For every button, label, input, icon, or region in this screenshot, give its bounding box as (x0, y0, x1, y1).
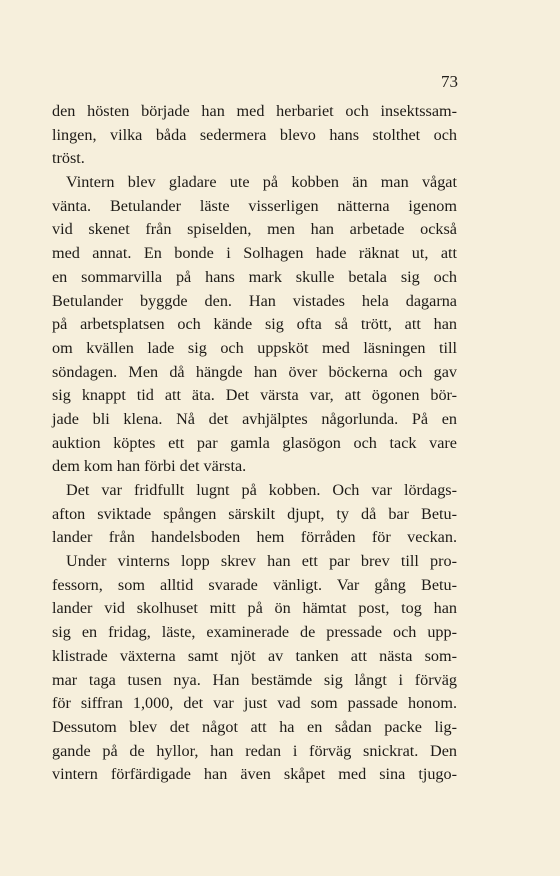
text-line: gande på de hyllor, han redan i förväg snickrat. Den (52, 741, 457, 760)
text-line: auktion köptes ett par gamla glasögon och tack vare (52, 433, 457, 452)
text-line: en sommarvilla på hans mark skulle betala sig och (52, 267, 457, 286)
text-line: mar taga tusen nya. Han bestämde sig långt i förväg (52, 670, 457, 689)
text-line: söndagen. Men då hängde han över böckerna och gav (52, 362, 457, 381)
text-line: vänta. Betulander läste visserligen nätterna igenom (52, 196, 457, 215)
text-line: vintern förfärdigade han även skåpet med sina tjugo- (52, 765, 457, 784)
text-line: fessorn, som alltid svarade vänligt. Var gång Betu- (52, 575, 457, 594)
text-line: vid skenet från spiselden, men han arbetade också (52, 220, 457, 239)
text-line: Vintern blev gladare ute på kobben än man vågat (66, 173, 457, 192)
text-line: lander vid skolhuset mitt på ön hämtat post, tog han (52, 599, 457, 618)
text-line: den hösten började han med herbariet och insektssam- (52, 102, 457, 120)
text-line: med annat. En bonde i Solhagen hade räknat ut, att (52, 244, 457, 263)
text-line: tröst. (52, 149, 85, 168)
text-line: för siffran 1,000, det var just vad som passade honom. (52, 694, 457, 713)
text-line: afton sviktade spången särskilt djupt, ty då bar Betu- (52, 504, 457, 523)
text-line: Dessutom blev det något att ha en sådan packe lig- (52, 717, 457, 736)
text-line: lingen, vilka båda sedermera blevo hans stolthet och (52, 125, 457, 144)
text-line: klistrade växterna samt njöt av tanken att nästa som- (52, 646, 457, 665)
body-text (52, 100, 457, 787)
text-line: på arbetsplatsen och kände sig ofta så trött, att han (52, 315, 457, 334)
text-line: sig en fridag, läste, examinerade de pressade och upp- (52, 623, 457, 642)
text-line: Det var fridfullt lugnt på kobben. Och var lördags- (66, 481, 457, 499)
text-line: dem kom han förbi det värsta. (52, 457, 247, 476)
text-line: sig knappt tid att äta. Det värsta var, att ögonen bör- (52, 386, 457, 405)
text-line: Betulander byggde den. Han vistades hela dagarna (52, 291, 457, 310)
text-line: om kvällen lade sig och uppsköt med läsningen till (52, 338, 457, 357)
page-number: 73 (441, 72, 458, 91)
text-line: Under vinterns lopp skrev han ett par brev till pro- (66, 552, 457, 571)
text-line: lander från handelsboden hem förråden för veckan. (52, 528, 457, 547)
text-line: jade bli klena. Nå det avhjälptes någorlunda. På en (52, 409, 457, 428)
